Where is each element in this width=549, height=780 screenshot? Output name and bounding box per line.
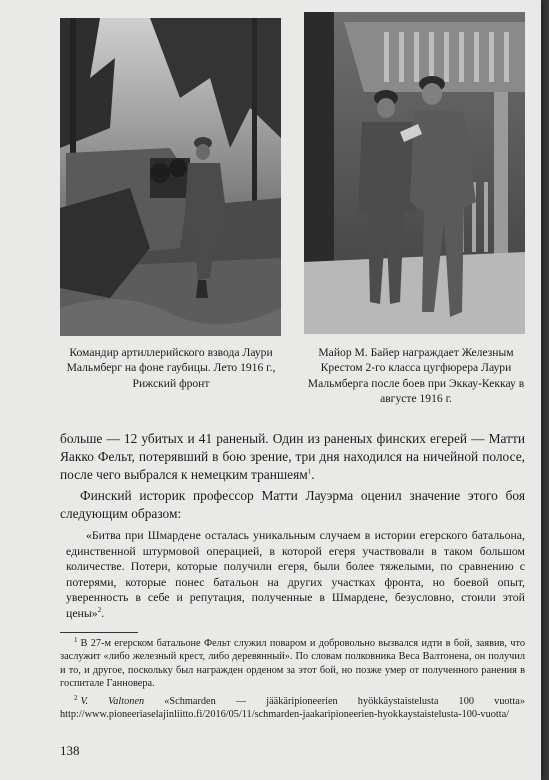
footnote-ref[interactable]: 2 bbox=[97, 606, 102, 615]
body-paragraph: Финский историк профессор Матти Лауэрма оценил значение этого боя следующим образом: bbox=[60, 488, 525, 522]
footnote-author: V. Valtonen bbox=[80, 696, 145, 707]
quote-end: . bbox=[101, 605, 105, 620]
footnote-divider bbox=[60, 632, 138, 633]
footnote-ref[interactable]: 1 bbox=[307, 467, 312, 476]
footnote-number: 2 bbox=[74, 693, 78, 702]
paragraph-end: . bbox=[311, 467, 315, 483]
footnote-number: 1 bbox=[74, 635, 78, 644]
block-quote bbox=[66, 528, 525, 622]
footnote bbox=[60, 637, 525, 691]
footnote-text: «Schmarden — jääkäripioneerien hyökkäystaistelusta 100 vuotta» http://www.pioneeriaselajinliitto.fi/2016/05/11/schmarden-jaakaripioneerien-hyokkaystaistelusta-100-vuotta/ bbox=[60, 696, 525, 721]
quote-text: «Битва при Шмардене осталась уникальным случаем в истории егерского батальона, единственной штурмовой операцией, в которой егеря участвовали в таком большом количестве. Потери, которые получили егеря, были более тяжелыми, по сравнению с потерями, которые понес батальон на других участках фронта, но боевой опыт, уверенность в себе и репутация, полученные в Шмардене, безусловно, стоили этой цены» bbox=[66, 528, 525, 620]
paragraph-text: больше — 12 убитых и 41 раненый. Один из раненых финских егерей — Матти Яакко Фельт, потерявший в бою зрение, три дня находился на ничейной полосе, после чего выбрался к немецким траншеям bbox=[60, 431, 525, 483]
photo-caption-left: Командир артиллерийского взвода Лаури Мальмберг на фоне гаубицы. Лето 1916 г., Рижский фронт bbox=[66, 346, 276, 390]
photo-award-ceremony bbox=[304, 12, 525, 334]
page-number: 138 bbox=[60, 743, 80, 758]
photo-caption-right: Майор М. Байер награждает Железным Крестом 2-го класса цугфюрера Лаури Мальмберга после боев при Эккау-Кеккау в августе 1916 г. bbox=[307, 346, 525, 406]
footnote bbox=[60, 695, 525, 722]
footnote-text: В 27-м егерском батальоне Фельт служил поваром и добровольно вызвался идти в бой, заявив, что заслужит «либо железный крест, либо деревянный». По словам полковника Веса Валтонена, он получил и то, и другое, поскольку был награжден орденом за этот бой, но позже умер от полученного ранения в госпитале Ганновера. bbox=[60, 638, 525, 690]
photo-howitzer bbox=[60, 18, 281, 336]
body-paragraph bbox=[60, 430, 525, 485]
